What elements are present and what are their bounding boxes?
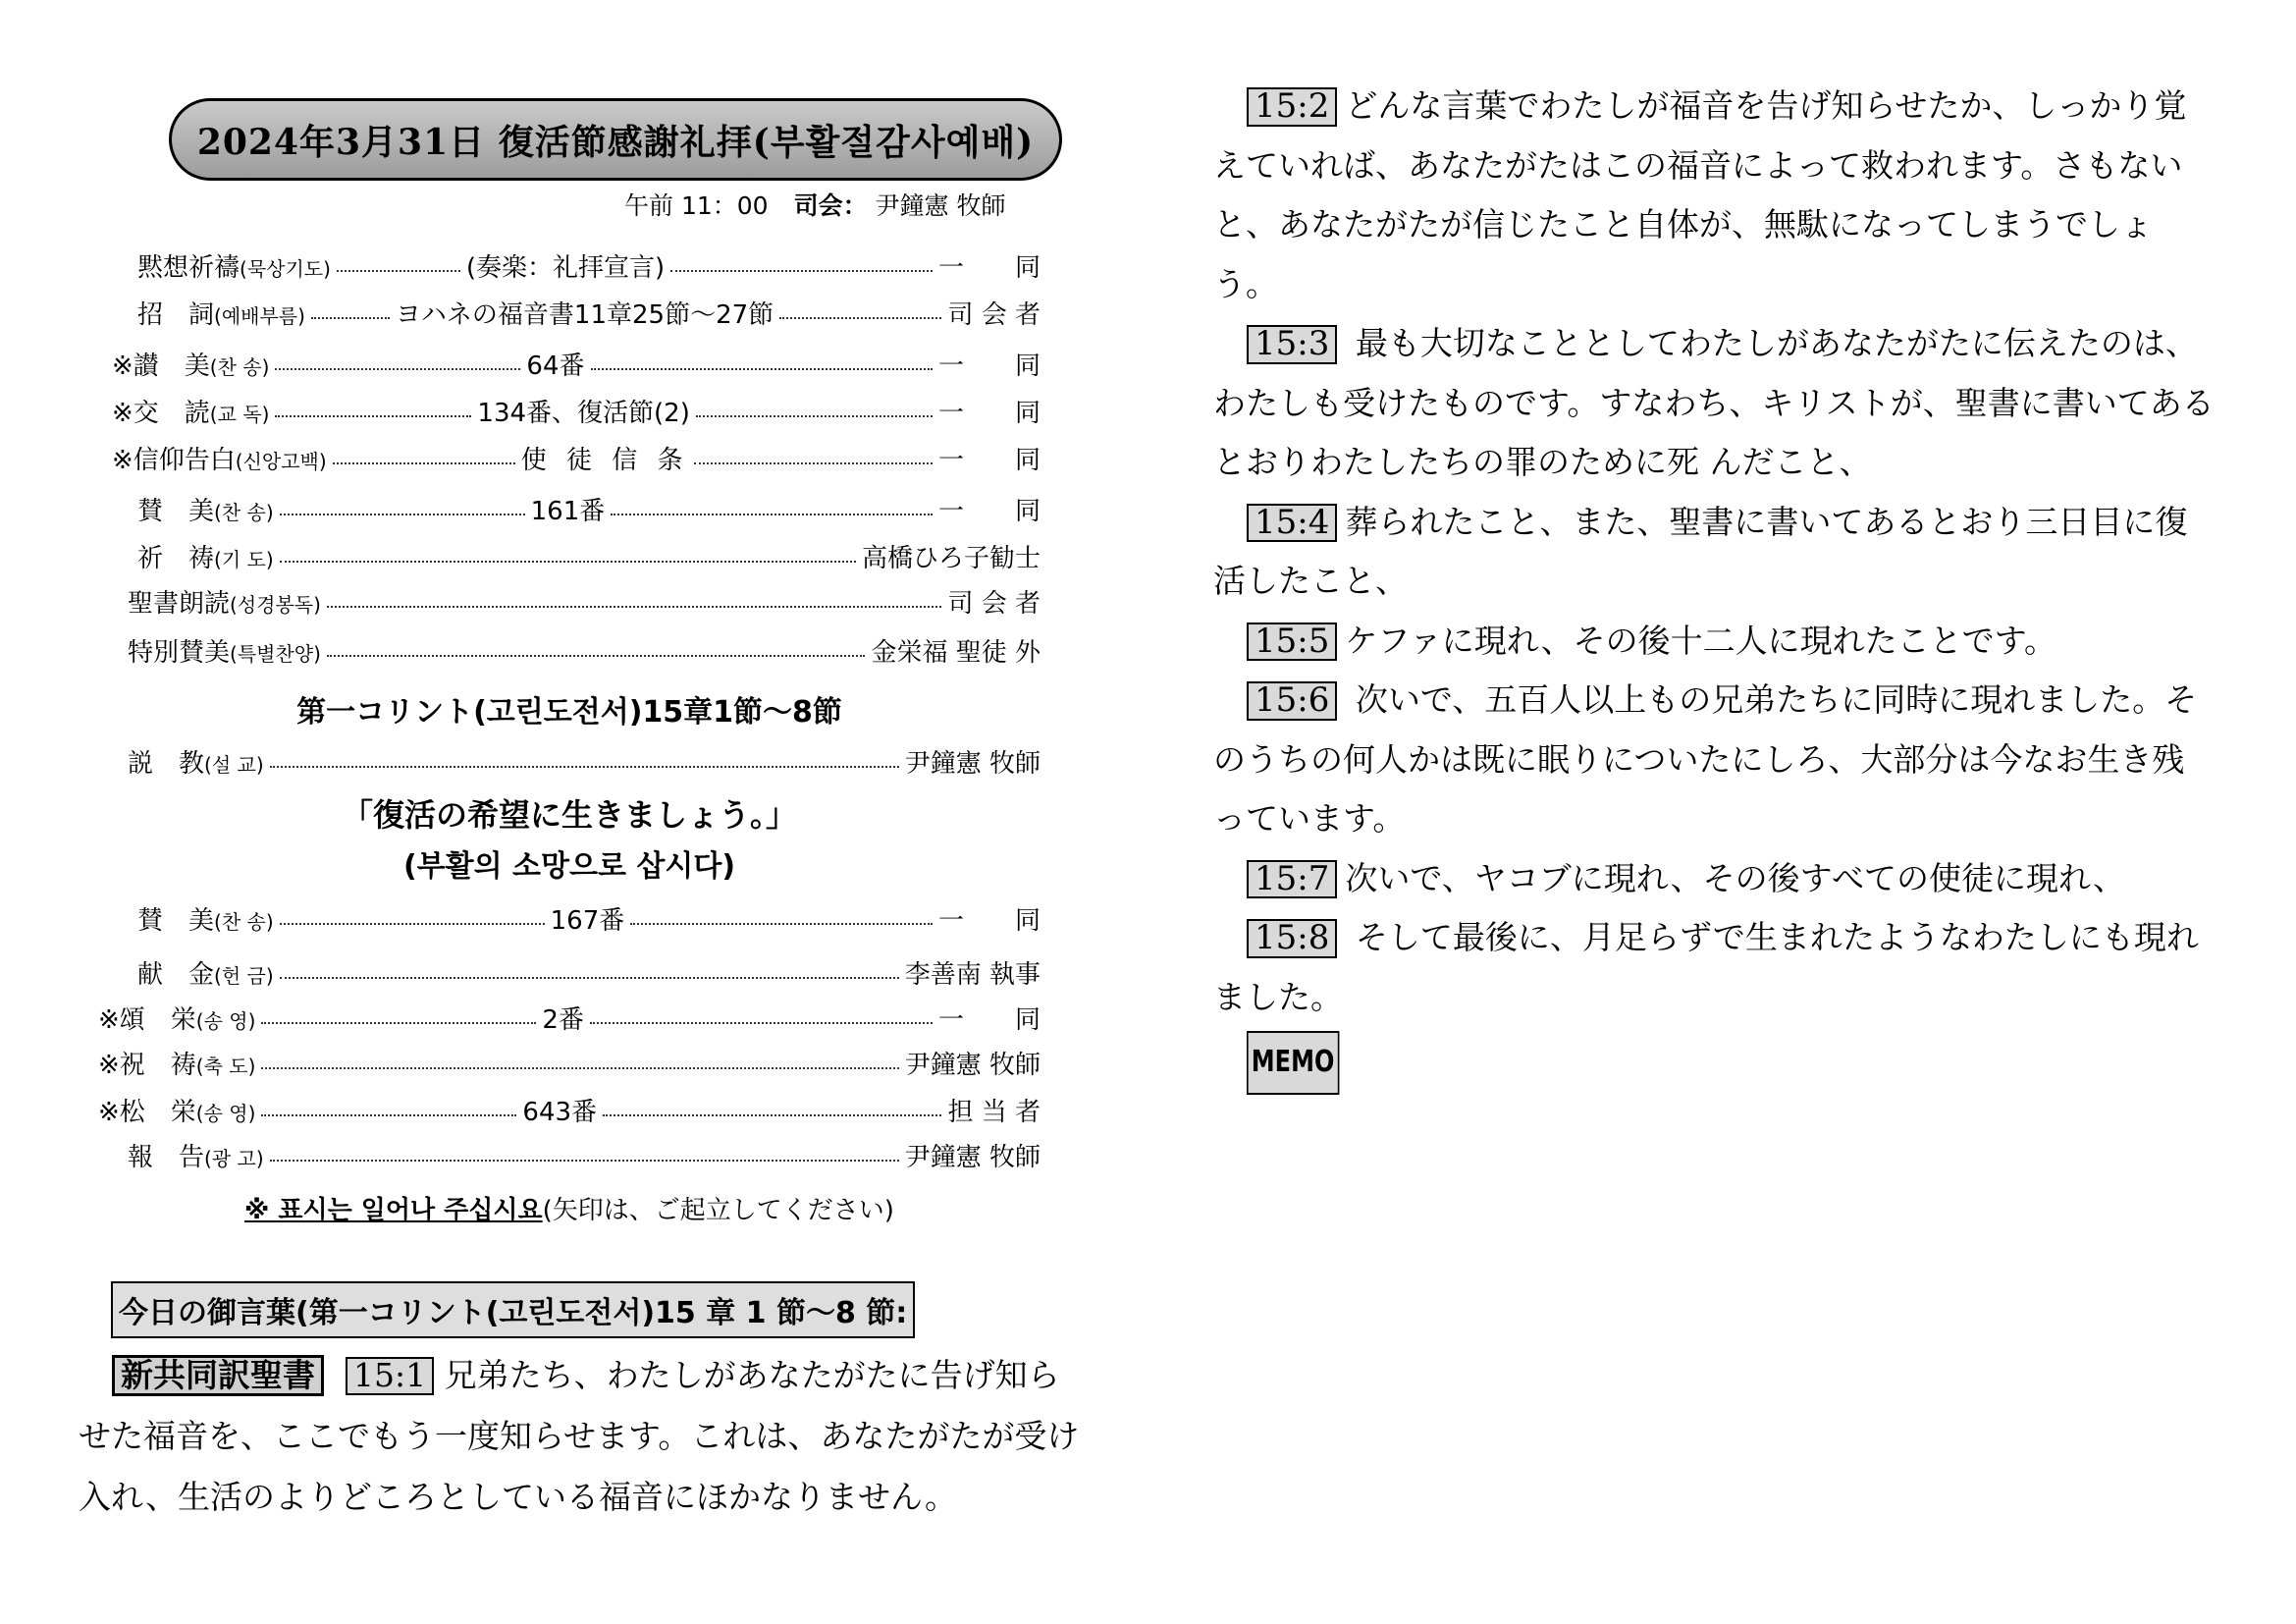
- order-person: 司 会 者: [947, 299, 1041, 330]
- verse-number: 15:3: [1247, 325, 1337, 364]
- order-label: 祈 祷: [137, 543, 215, 573]
- order-label-kr: (성경봉독): [230, 592, 321, 617]
- order-detail: 134番、復活節(2): [477, 398, 690, 428]
- order-person: 一 同: [937, 398, 1041, 428]
- order-label: 招 詞: [137, 299, 215, 330]
- verse-paragraph: [1213, 612, 2216, 672]
- order-row: [98, 898, 1041, 938]
- order-row: [98, 581, 1041, 621]
- order-person: 一 同: [937, 445, 1041, 475]
- todays-word-header: 今日の御言葉(第一コリント(고린도전서)15 章 1 節～8 節:: [111, 1281, 915, 1338]
- order-person: 尹鐘憲 牧師: [904, 1050, 1041, 1080]
- dot-leader: [333, 462, 515, 464]
- order-label-kr: (찬 송): [209, 354, 270, 379]
- dot-leader: [779, 317, 941, 319]
- dot-leader: [280, 561, 856, 563]
- scripture-reference: 第一コリント(고린도전서)15章1節～8節: [296, 695, 842, 730]
- order-detail: 使 徒 信 条: [520, 445, 689, 475]
- order-label-kr: (기 도): [214, 547, 274, 571]
- order-row: [98, 952, 1041, 992]
- order-row: [98, 391, 1041, 430]
- order-label: 聖書朗読: [128, 588, 231, 619]
- order-detail: 64番: [526, 351, 585, 381]
- verse-text: どんな言葉でわたしが福音を告げ知らせたか、しっかり覚えていれば、あなたがたはこの福音によって救われます。さもないと、あなたがたが信じたこと自体が、無駄になってしまうでしょう。: [1213, 86, 2187, 303]
- verse-paragraph: [1213, 908, 2216, 1027]
- order-detail: (奏楽：礼拝宣言): [465, 252, 666, 283]
- dot-leader: [611, 514, 933, 515]
- order-label: ※交 読: [112, 398, 210, 428]
- order-label-kr: (광 고): [204, 1146, 264, 1170]
- dot-leader: [603, 1114, 941, 1116]
- dot-leader: [327, 655, 866, 657]
- dot-leader: [696, 415, 933, 417]
- standing-footnote: [98, 1190, 1041, 1226]
- verse-number: 15:6: [1247, 681, 1337, 721]
- verse-text: 次いで、五百人以上もの兄弟たちに同時に現れました。そのうちの何人かは既に眠りについたにしろ、大部分は今なお生き残っています。: [1213, 680, 2198, 838]
- order-person: 李善南 執事: [904, 959, 1041, 990]
- dot-leader: [630, 923, 933, 925]
- dot-leader: [261, 1067, 898, 1069]
- order-label: 特別賛美: [128, 637, 231, 668]
- order-person: 一 同: [937, 351, 1041, 381]
- order-detail: 161番: [530, 496, 606, 526]
- dot-leader: [261, 1022, 536, 1024]
- order-row: [98, 536, 1041, 575]
- dot-leader: [590, 1022, 933, 1024]
- verse-paragraph: [1213, 314, 2216, 493]
- order-person: 担 当 者: [947, 1097, 1041, 1127]
- dot-leader: [275, 415, 471, 417]
- verse-number: 15:2: [1247, 87, 1337, 127]
- verse-text: 次いで、ヤコブに現れ、その後すべての使徒に現れ、: [1345, 858, 2125, 897]
- verse-text: そして最後に、月足らずで生まれたようなわたしにも現れました。: [1213, 918, 2199, 1016]
- verse-text: 葬られたこと、また、聖書に書いてあるとおり三日目に復活したこと、: [1213, 502, 2188, 600]
- order-label-kr: (찬 송): [214, 500, 274, 524]
- order-label-kr: (찬 송): [214, 909, 274, 934]
- order-person: 高橋ひろ子勧士: [861, 543, 1041, 573]
- order-person: 一 同: [937, 1004, 1041, 1035]
- order-row: [98, 1135, 1041, 1174]
- order-row: [98, 630, 1041, 670]
- scripture-text-right: [1213, 77, 2216, 1095]
- verse-number: 15:1: [346, 1357, 434, 1395]
- order-label: 賛 美: [137, 496, 215, 526]
- dot-leader: [694, 462, 933, 464]
- footnote-japanese: (矢印は、ご起立してください): [542, 1196, 894, 1225]
- order-label-kr: (예배부름): [214, 303, 305, 328]
- scripture-text-left: [79, 1345, 1085, 1528]
- verse-text: 最も大切なこととしてわたしがあなたがたに伝えたのは、わたしも受けたものです。すなわち、キリストが、聖書に書いてあるとおりわたしたちの罪のために死 んだこと、: [1213, 324, 2215, 481]
- order-label: ※讃 美: [112, 351, 210, 381]
- order-row: [98, 245, 1041, 285]
- order-detail: ヨハネの福音書11章25節～27節: [395, 299, 774, 330]
- order-person: 一 同: [937, 496, 1041, 526]
- verse-number: 15:5: [1247, 623, 1337, 662]
- order-label-kr: (특별찬양): [230, 641, 321, 666]
- order-person: 司 会 者: [947, 588, 1041, 619]
- verse-text: 兄弟たち、わたしがあなたがたに告げ知らせた福音を、ここでもう一度知らせます。これは、あなたがたが受け入れ、生活のよりどころとしている福音にほかなりません。: [79, 1356, 1080, 1516]
- dot-leader: [337, 270, 460, 272]
- dot-leader: [270, 1160, 899, 1162]
- order-label: ※祝 祷: [98, 1050, 196, 1080]
- bible-translation-label: 新共同訳聖書: [112, 1355, 324, 1396]
- order-label: 報 告: [128, 1142, 205, 1172]
- order-label-kr: (축 도): [195, 1054, 256, 1078]
- presider-name: 尹鐘憲 牧師: [875, 191, 1006, 220]
- order-label-kr: (신앙고백): [235, 449, 327, 473]
- order-label-kr: (묵상기도): [240, 256, 331, 281]
- service-time-line: [624, 187, 1006, 222]
- order-label: ※信仰告白: [112, 445, 236, 475]
- order-row: [98, 489, 1041, 528]
- dot-leader: [280, 514, 525, 515]
- verse-text: ケファに現れ、その後十二人に現れたことです。: [1345, 621, 2057, 660]
- order-label-kr: (헌 금): [214, 963, 274, 988]
- order-detail: 2番: [542, 1004, 584, 1035]
- verse-number: 15:7: [1247, 860, 1337, 899]
- service-time: 午前 11：00: [624, 191, 769, 220]
- dot-leader: [327, 606, 942, 608]
- order-person: 尹鐘憲 牧師: [904, 1142, 1041, 1172]
- order-label: 賛 美: [137, 905, 215, 936]
- verse-number: 15:4: [1247, 504, 1337, 543]
- dot-leader: [670, 270, 933, 272]
- order-person: 尹鐘憲 牧師: [904, 748, 1041, 779]
- dot-leader: [275, 368, 520, 370]
- order-row: [98, 438, 1041, 477]
- order-row: [98, 1090, 1041, 1129]
- dot-leader: [280, 923, 545, 925]
- verse-paragraph: [1213, 77, 2216, 314]
- sermon-row: [98, 741, 1041, 781]
- verse-paragraph: [1213, 849, 2216, 909]
- dot-leader: [270, 766, 899, 768]
- order-label: 黙想祈禱: [137, 252, 240, 283]
- order-detail: 643番: [522, 1097, 598, 1127]
- verse-number: 15:8: [1247, 919, 1337, 958]
- order-row: [98, 998, 1041, 1037]
- bulletin-title-text: 2024年3月31日 復活節感謝礼拝(부활절감사예배): [196, 121, 1035, 163]
- order-label: ※頌 栄: [98, 1004, 196, 1035]
- order-row: [98, 344, 1041, 383]
- order-label: ※松 栄: [98, 1097, 196, 1127]
- dot-leader: [311, 317, 390, 319]
- sermon-subtitle: (부활의 소망으로 삽시다): [402, 849, 736, 884]
- verse-paragraph: [1213, 671, 2216, 849]
- bulletin-title: [169, 98, 1062, 181]
- order-row: [98, 293, 1041, 332]
- order-person: 一 同: [937, 905, 1041, 936]
- order-person: 金栄福 聖徒 外: [871, 637, 1041, 668]
- order-row: [98, 1043, 1041, 1082]
- presider-label: 司会：: [793, 191, 868, 220]
- verse-paragraph: [1213, 493, 2216, 612]
- dot-leader: [591, 368, 933, 370]
- dot-leader: [280, 977, 899, 979]
- dot-leader: [261, 1114, 516, 1116]
- order-label-kr: (설 교): [204, 752, 264, 777]
- order-label-kr: (송 영): [195, 1101, 256, 1125]
- memo-label: MEMO: [1247, 1031, 1339, 1095]
- order-label: 説 教: [128, 748, 205, 779]
- footnote-korean: ※ 표시는 일어나 주십시요: [244, 1196, 543, 1225]
- order-person: 一 同: [937, 252, 1041, 283]
- order-detail: 167番: [550, 905, 625, 936]
- sermon-title: 「復活の希望に生きましょう。」: [341, 796, 797, 834]
- order-label: 献 金: [137, 959, 215, 990]
- order-label-kr: (교 독): [209, 402, 270, 426]
- order-label-kr: (송 영): [195, 1008, 256, 1033]
